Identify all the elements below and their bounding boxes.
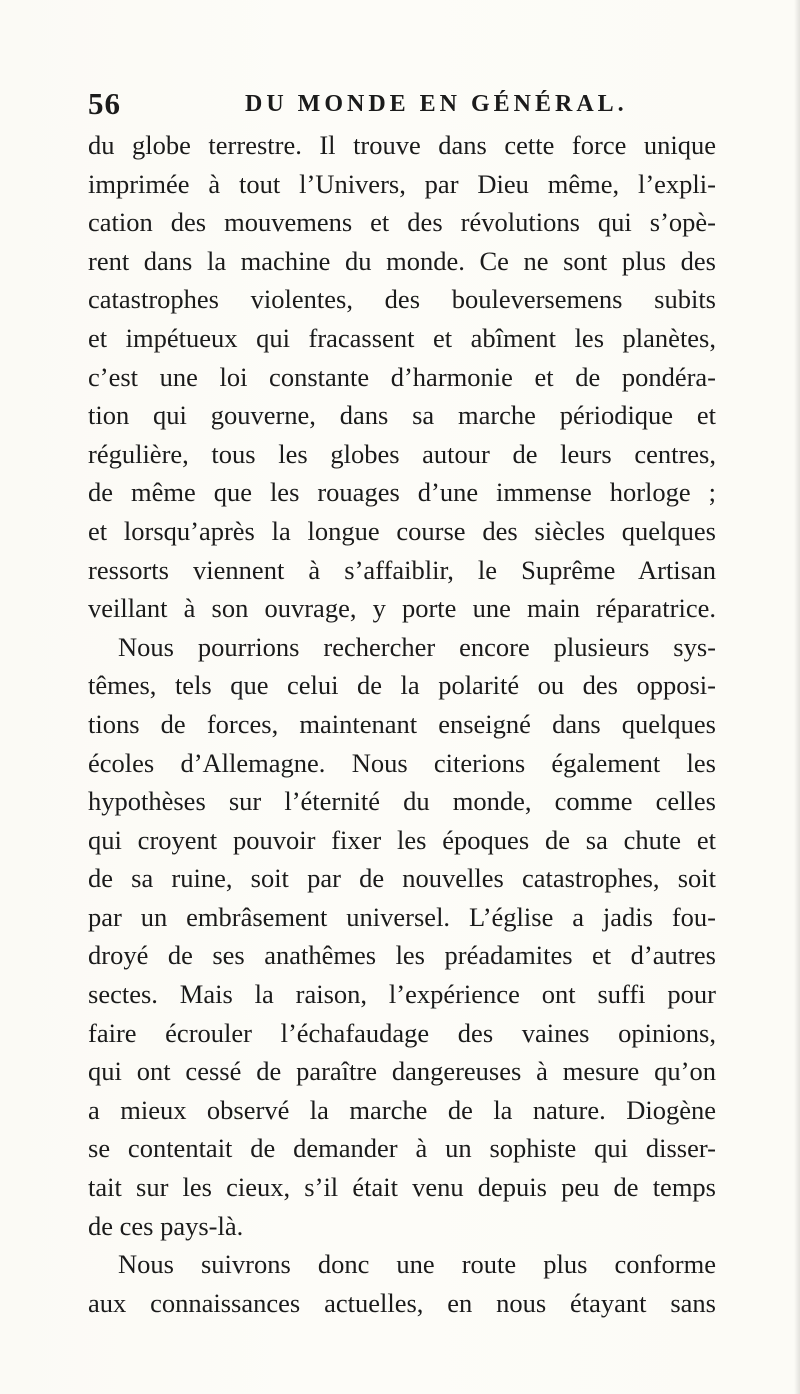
text-line: régulière, tous les globes autour de leurs centres, [88, 438, 716, 469]
text-line: catastrophes violentes, des bouleversemens subits [88, 284, 716, 315]
text-line: c’est une loi constante d’harmonie et de pondéra- [88, 361, 716, 392]
page-number: 56 [88, 86, 121, 121]
page-edge-shadow [794, 0, 800, 1394]
text-line: et impétueux qui fracassent et abîment les planètes, [88, 322, 716, 353]
paragraph-end-line: de ces pays-là. [88, 1210, 244, 1241]
text-line: qui croyent pouvoir fixer les époques de sa chute et [88, 824, 716, 855]
running-head: DU MONDE EN GÉNÉRAL. [245, 91, 628, 117]
text-line: hypothèses sur l’éternité du monde, comme celles [88, 786, 716, 817]
text-line: se contentait de demander à un sophiste qui disser- [88, 1133, 716, 1164]
text-line: par un embrâsement universel. L’église a jadis fou- [88, 901, 716, 932]
text-line: qui ont cessé de paraître dangereuses à mesure qu’on [88, 1056, 716, 1087]
text-line: écoles d’Allemagne. Nous citerions également les [88, 747, 716, 778]
body-text [88, 126, 716, 1322]
text-line: tion qui gouverne, dans sa marche périodique et [88, 400, 716, 431]
paragraph-start-line: Nous suivrons donc une route plus conforme [118, 1249, 716, 1280]
text-line: a mieux observé la marche de la nature. Diogène [88, 1094, 716, 1125]
text-line: tait sur les cieux, s’il était venu depuis peu de temps [88, 1172, 716, 1203]
text-line: veillant à son ouvrage, y porte une main réparatrice. [88, 593, 716, 624]
text-line: du globe terrestre. Il trouve dans cette force unique [88, 130, 716, 160]
text-line: sectes. Mais la raison, l’expérience ont suffi pour [88, 979, 716, 1010]
text-line: faire écrouler l’échafaudage des vaines opinions, [88, 1017, 716, 1048]
page-header [88, 86, 718, 122]
text-line: de sa ruine, soit par de nouvelles catastrophes, soit [88, 863, 716, 894]
text-line: cation des mouvemens et des révolutions qui s’opè- [88, 207, 716, 238]
paragraph-start-line: Nous pourrions rechercher encore plusieurs sys- [118, 631, 716, 662]
text-line: imprimée à tout l’Univers, par Dieu même, l’expli- [88, 168, 716, 199]
text-line: aux connaissances actuelles, en nous étayant sans [88, 1287, 716, 1318]
text-line: de même que les rouages d’une immense horloge ; [88, 477, 716, 508]
text-line: têmes, tels que celui de la polarité ou des opposi- [88, 670, 716, 701]
text-line: droyé de ses anathêmes les préadamites et d’autres [88, 940, 716, 971]
text-line: rent dans la machine du monde. Ce ne sont plus des [88, 245, 716, 276]
text-line: tions de forces, maintenant enseigné dans quelques [88, 708, 716, 739]
text-line: ressorts viennent à s’affaiblir, le Suprême Artisan [88, 554, 716, 585]
text-line: et lorsqu’après la longue course des siècles quelques [88, 515, 716, 546]
